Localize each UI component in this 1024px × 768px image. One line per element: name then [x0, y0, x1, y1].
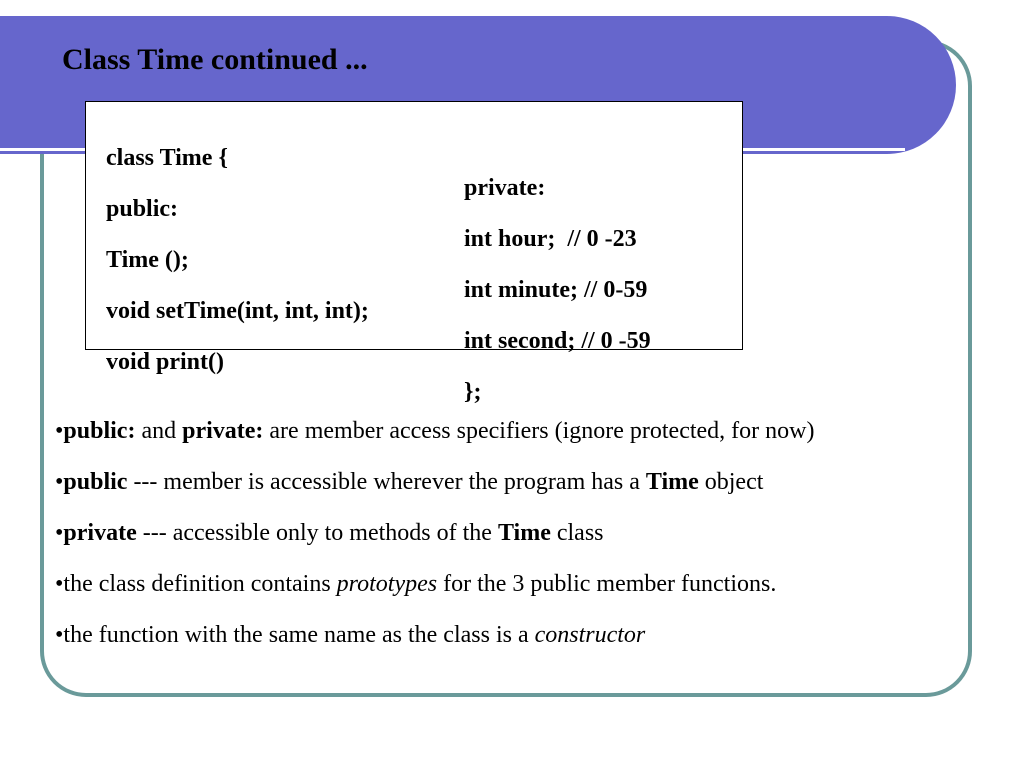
bullet-text: --- accessible only to methods of the — [136, 520, 498, 546]
bullet-keyword: public — [63, 469, 128, 495]
code-left-text: public: — [106, 196, 179, 222]
code-left-text: void setTime(int, int, int); — [106, 298, 369, 324]
code-right-text: private: — [464, 175, 546, 201]
slide-title: Class Time continued ... — [62, 43, 368, 76]
bullet-keyword: private: — [182, 418, 264, 444]
code-left-text: class Time { — [106, 145, 228, 171]
bullet-item — [55, 569, 975, 599]
bullet-emphasis: constructor — [534, 622, 646, 648]
bullet-item — [55, 620, 975, 650]
bullet-keyword: Time — [497, 520, 551, 546]
bullet-item — [55, 518, 975, 548]
bullet-text: for the 3 public member functions. — [437, 571, 777, 597]
code-left-text: void print() — [106, 349, 225, 375]
bullet-text: • — [55, 418, 64, 444]
bullet-text: are member access specifiers (ignore protected, for now) — [263, 418, 815, 444]
code-right-text: int hour; // 0 -23 — [464, 226, 637, 252]
bullet-text: •the function with the same name as the class is a — [55, 622, 535, 648]
bullet-item — [55, 416, 975, 446]
code-right-text: int second; // 0 -59 — [464, 328, 651, 354]
bullet-list — [55, 416, 975, 671]
code-left-text: Time (); — [106, 247, 189, 273]
bullet-emphasis: prototypes — [336, 571, 438, 597]
code-right-text: }; — [464, 379, 482, 405]
bullet-item — [55, 467, 975, 497]
bullet-text: --- member is accessible wherever the program has a — [127, 469, 646, 495]
bullet-text: • — [55, 469, 64, 495]
code-block — [85, 101, 743, 405]
bullet-text: and — [135, 418, 183, 444]
bullet-text: •the class definition contains — [55, 571, 337, 597]
bullet-keyword: public: — [63, 418, 136, 444]
bullet-text: • — [55, 520, 64, 546]
bullet-keyword: Time — [645, 469, 699, 495]
bullet-text: class — [550, 520, 604, 546]
bullet-text: object — [698, 469, 764, 495]
code-right-text: int minute; // 0-59 — [464, 277, 648, 303]
bullet-keyword: private — [63, 520, 137, 546]
